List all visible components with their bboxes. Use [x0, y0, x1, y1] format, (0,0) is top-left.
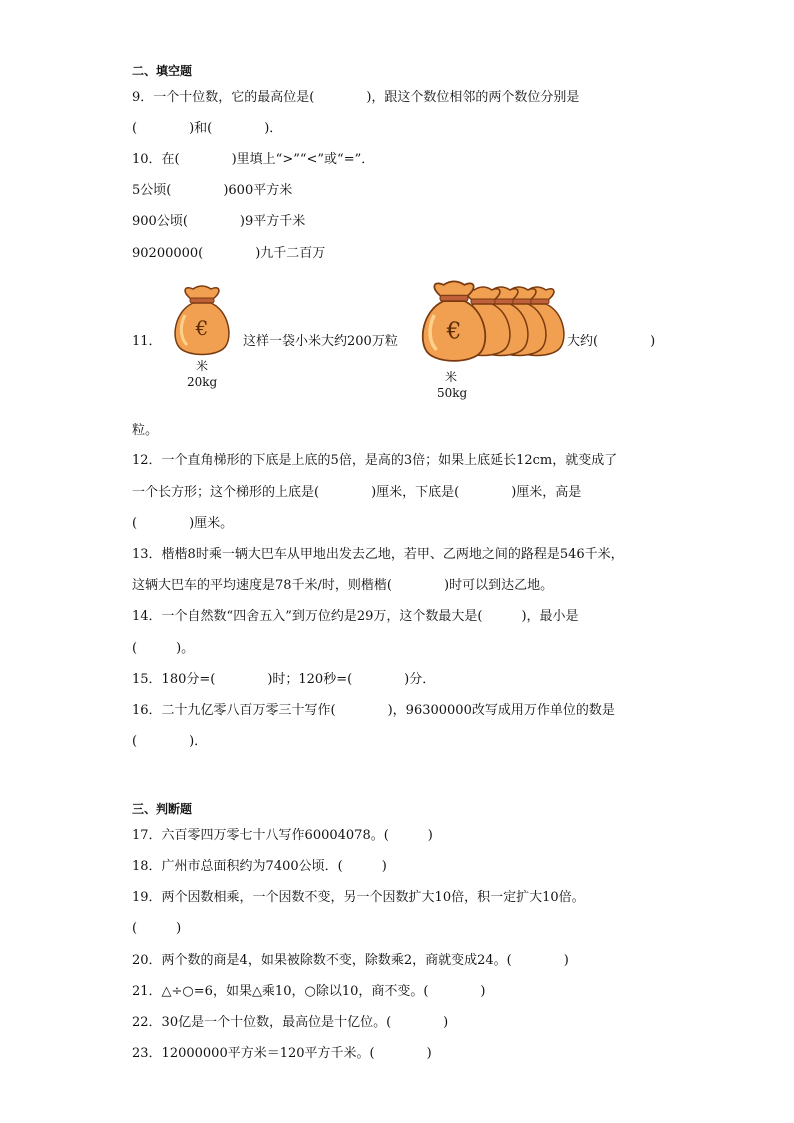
q15-line: 15．180分=( )时；120秒=( )分．	[132, 672, 436, 687]
q20-line: 20．两个数的商是4，如果被除数不变，除数乘2，商就变成24。( )	[132, 953, 569, 968]
bag2-label-weight: 50kg	[437, 386, 468, 400]
q16-line2: ( )．	[132, 734, 208, 749]
q18-line: 18．广州市总面积约为7400公顷．( )	[132, 859, 387, 874]
q12-line1: 12．一个直角梯形的下底是上底的5倍，是高的3倍；如果上底延长12cm，就变成了	[132, 453, 618, 468]
q19-line2: ( )	[132, 921, 182, 936]
bag1-label-weight: 20kg	[187, 375, 218, 389]
euro-symbol: €	[446, 317, 462, 345]
q12-line2: 一个长方形；这个梯形的上底是( )厘米，下底是( )厘米，高是	[132, 485, 582, 500]
q11-number: 11．	[132, 334, 162, 349]
q16-line1: 16．二十九亿零八百万零三十写作( )，96300000改写成用万作单位的数是	[132, 703, 615, 718]
q9-line1: 9．一个十位数，它的最高位是( )，跟这个数位相邻的两个数位分别是	[132, 90, 580, 105]
q14-line1: 14．一个自然数“四舍五入”到万位约是29万，这个数最大是( )，最小是	[132, 609, 579, 624]
q22-line: 22．30亿是一个十位数，最高位是十亿位。( )	[132, 1015, 449, 1030]
euro-symbol: €	[195, 316, 209, 340]
q11-tail: 大约( )	[567, 334, 656, 349]
bag2-label-type: 米	[445, 370, 458, 384]
q9-line2: ( )和( )．	[132, 121, 283, 136]
q10-line1: 10．在( )里填上“>”“<”或“=”．	[132, 152, 375, 167]
q21-line: 21．△÷○=6，如果△乘10，○除以10，商不变。( )	[132, 984, 486, 999]
q10-line4: 90200000( )九千二百万	[132, 246, 326, 261]
q11-text: 这样一袋小米大约200万粒	[243, 334, 398, 349]
bag1-label-type: 米	[196, 359, 209, 373]
q14-line2: ( )。	[132, 641, 195, 656]
q12-line3: ( )厘米。	[132, 516, 234, 531]
q11-end: 粒。	[132, 423, 159, 438]
q19-line1: 19．两个因数相乘，一个因数不变，另一个因数扩大10倍，积一定扩大10倍。	[132, 890, 585, 905]
q10-line3: 900公顷( )9平方千米	[132, 214, 306, 229]
q17-line: 17．六百零四万零七十八写作60004078。( )	[132, 828, 433, 843]
q13-line2: 这辆大巴车的平均速度是78千米/时，则楷楷( )时可以到达乙地。	[132, 578, 554, 593]
q13-line1: 13．楷楷8时乘一辆大巴车从甲地出发去乙地，若甲、乙两地之间的路程是546千米，	[132, 547, 624, 562]
q23-line: 23．12000000平方米＝120平方千米。( )	[132, 1046, 432, 1061]
money-bag-icon	[170, 285, 234, 357]
section-heading-judge: 三、判断题	[132, 802, 193, 816]
section-heading-fill: 二、填空题	[132, 64, 193, 78]
money-bag-icon	[418, 275, 490, 369]
q10-line2: 5公顷( )600平方米	[132, 183, 293, 198]
